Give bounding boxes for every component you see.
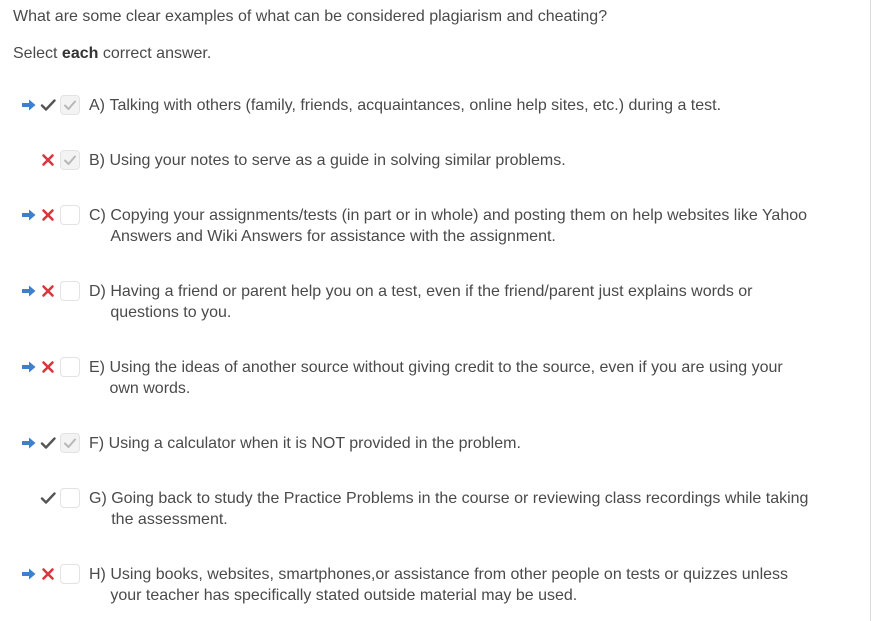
answer-checkbox[interactable] <box>60 488 80 508</box>
answer-choice-e <box>0 357 870 401</box>
correct-answer-arrow-icon <box>21 208 37 222</box>
answer-checkbox[interactable] <box>60 95 80 115</box>
choice-body <box>110 564 788 606</box>
answer-checkbox[interactable] <box>60 357 80 377</box>
answer-choice-text <box>89 433 869 454</box>
answer-choice-text <box>89 281 869 323</box>
choice-line: Using your notes to serve as a guide in solving similar problems. <box>109 152 566 169</box>
choice-line: Using a calculator when it is NOT provided in the problem. <box>108 435 521 452</box>
answer-checkbox[interactable] <box>60 564 80 584</box>
answer-choice-text <box>89 564 869 606</box>
answer-checkbox[interactable] <box>60 150 80 170</box>
answer-choice-d <box>0 281 870 325</box>
check-icon <box>40 490 56 506</box>
answer-checkbox[interactable] <box>60 281 80 301</box>
choice-line: Using the ideas of another source without giving credit to the source, even if you are using your <box>109 359 783 376</box>
choice-letter: G) <box>89 490 107 507</box>
answer-choice-text <box>89 357 869 399</box>
question-prompt: What are some clear examples of what can be considered plagiarism and cheating? <box>13 8 608 25</box>
choice-letter: A) <box>89 97 105 114</box>
checkbox-check-icon <box>63 436 77 450</box>
correct-answer-arrow-icon <box>21 360 37 374</box>
checkbox-check-icon <box>63 153 77 167</box>
answer-checkbox[interactable] <box>60 205 80 225</box>
correct-answer-arrow-icon <box>21 284 37 298</box>
choice-body <box>109 150 565 171</box>
choice-line: questions to you. <box>110 304 232 321</box>
answer-choice-c <box>0 205 870 249</box>
answer-choice-a <box>0 95 870 139</box>
cross-icon <box>40 283 56 299</box>
choice-line: Copying your assignments/tests (in part or in whole) and posting them on help websites like Yahoo <box>110 207 808 224</box>
correct-answer-arrow-icon <box>21 436 37 450</box>
choice-body <box>110 205 807 247</box>
answer-instruction <box>13 44 211 64</box>
instruction-emphasis: each <box>61 45 99 62</box>
check-icon <box>40 435 56 451</box>
choice-line: your teacher has specifically stated outside material may be used. <box>110 587 578 604</box>
choice-line: the assessment. <box>111 511 228 528</box>
check-icon <box>40 97 56 113</box>
answer-choice-g <box>0 488 870 532</box>
cross-icon <box>40 359 56 375</box>
answer-choice-text <box>89 150 869 171</box>
answer-choice-h <box>0 564 870 608</box>
choice-body <box>109 433 521 454</box>
checkbox-check-icon <box>63 98 77 112</box>
choice-line: Answers and Wiki Answers for assistance with the assignment. <box>110 228 556 245</box>
choice-letter: B) <box>89 152 105 169</box>
choice-letter: D) <box>89 283 106 300</box>
choice-letter: E) <box>89 359 105 376</box>
answer-choice-f <box>0 433 870 477</box>
choice-letter: H) <box>89 566 106 583</box>
cross-icon <box>40 566 56 582</box>
choice-line: own words. <box>109 380 191 397</box>
correct-answer-arrow-icon <box>21 98 37 112</box>
answer-choice-text <box>89 95 869 116</box>
choice-body <box>111 488 808 530</box>
answer-checkbox[interactable] <box>60 433 80 453</box>
answer-choice-text <box>89 488 869 530</box>
choice-letter: F) <box>89 435 105 452</box>
choice-line: Using books, websites, smartphones,or assistance from other people on tests or quizzes unless <box>110 566 789 583</box>
choice-letter: C) <box>89 207 106 224</box>
choice-body <box>109 357 782 399</box>
instruction-prefix: Select <box>13 45 62 62</box>
choice-body <box>109 95 721 116</box>
choice-line: Talking with others (family, friends, acquaintances, online help sites, etc.) during a test. <box>109 97 722 114</box>
correct-answer-arrow-icon <box>21 567 37 581</box>
instruction-suffix: correct answer. <box>98 45 212 62</box>
choice-body <box>110 281 752 323</box>
answer-choice-b <box>0 150 870 194</box>
cross-icon <box>40 152 56 168</box>
cross-icon <box>40 207 56 223</box>
choice-line: Going back to study the Practice Problems in the course or reviewing class recordings while taking <box>111 490 809 507</box>
panel-right-border <box>870 0 871 621</box>
answer-choice-text <box>89 205 869 247</box>
choice-line: Having a friend or parent help you on a test, even if the friend/parent just explains words or <box>110 283 753 300</box>
